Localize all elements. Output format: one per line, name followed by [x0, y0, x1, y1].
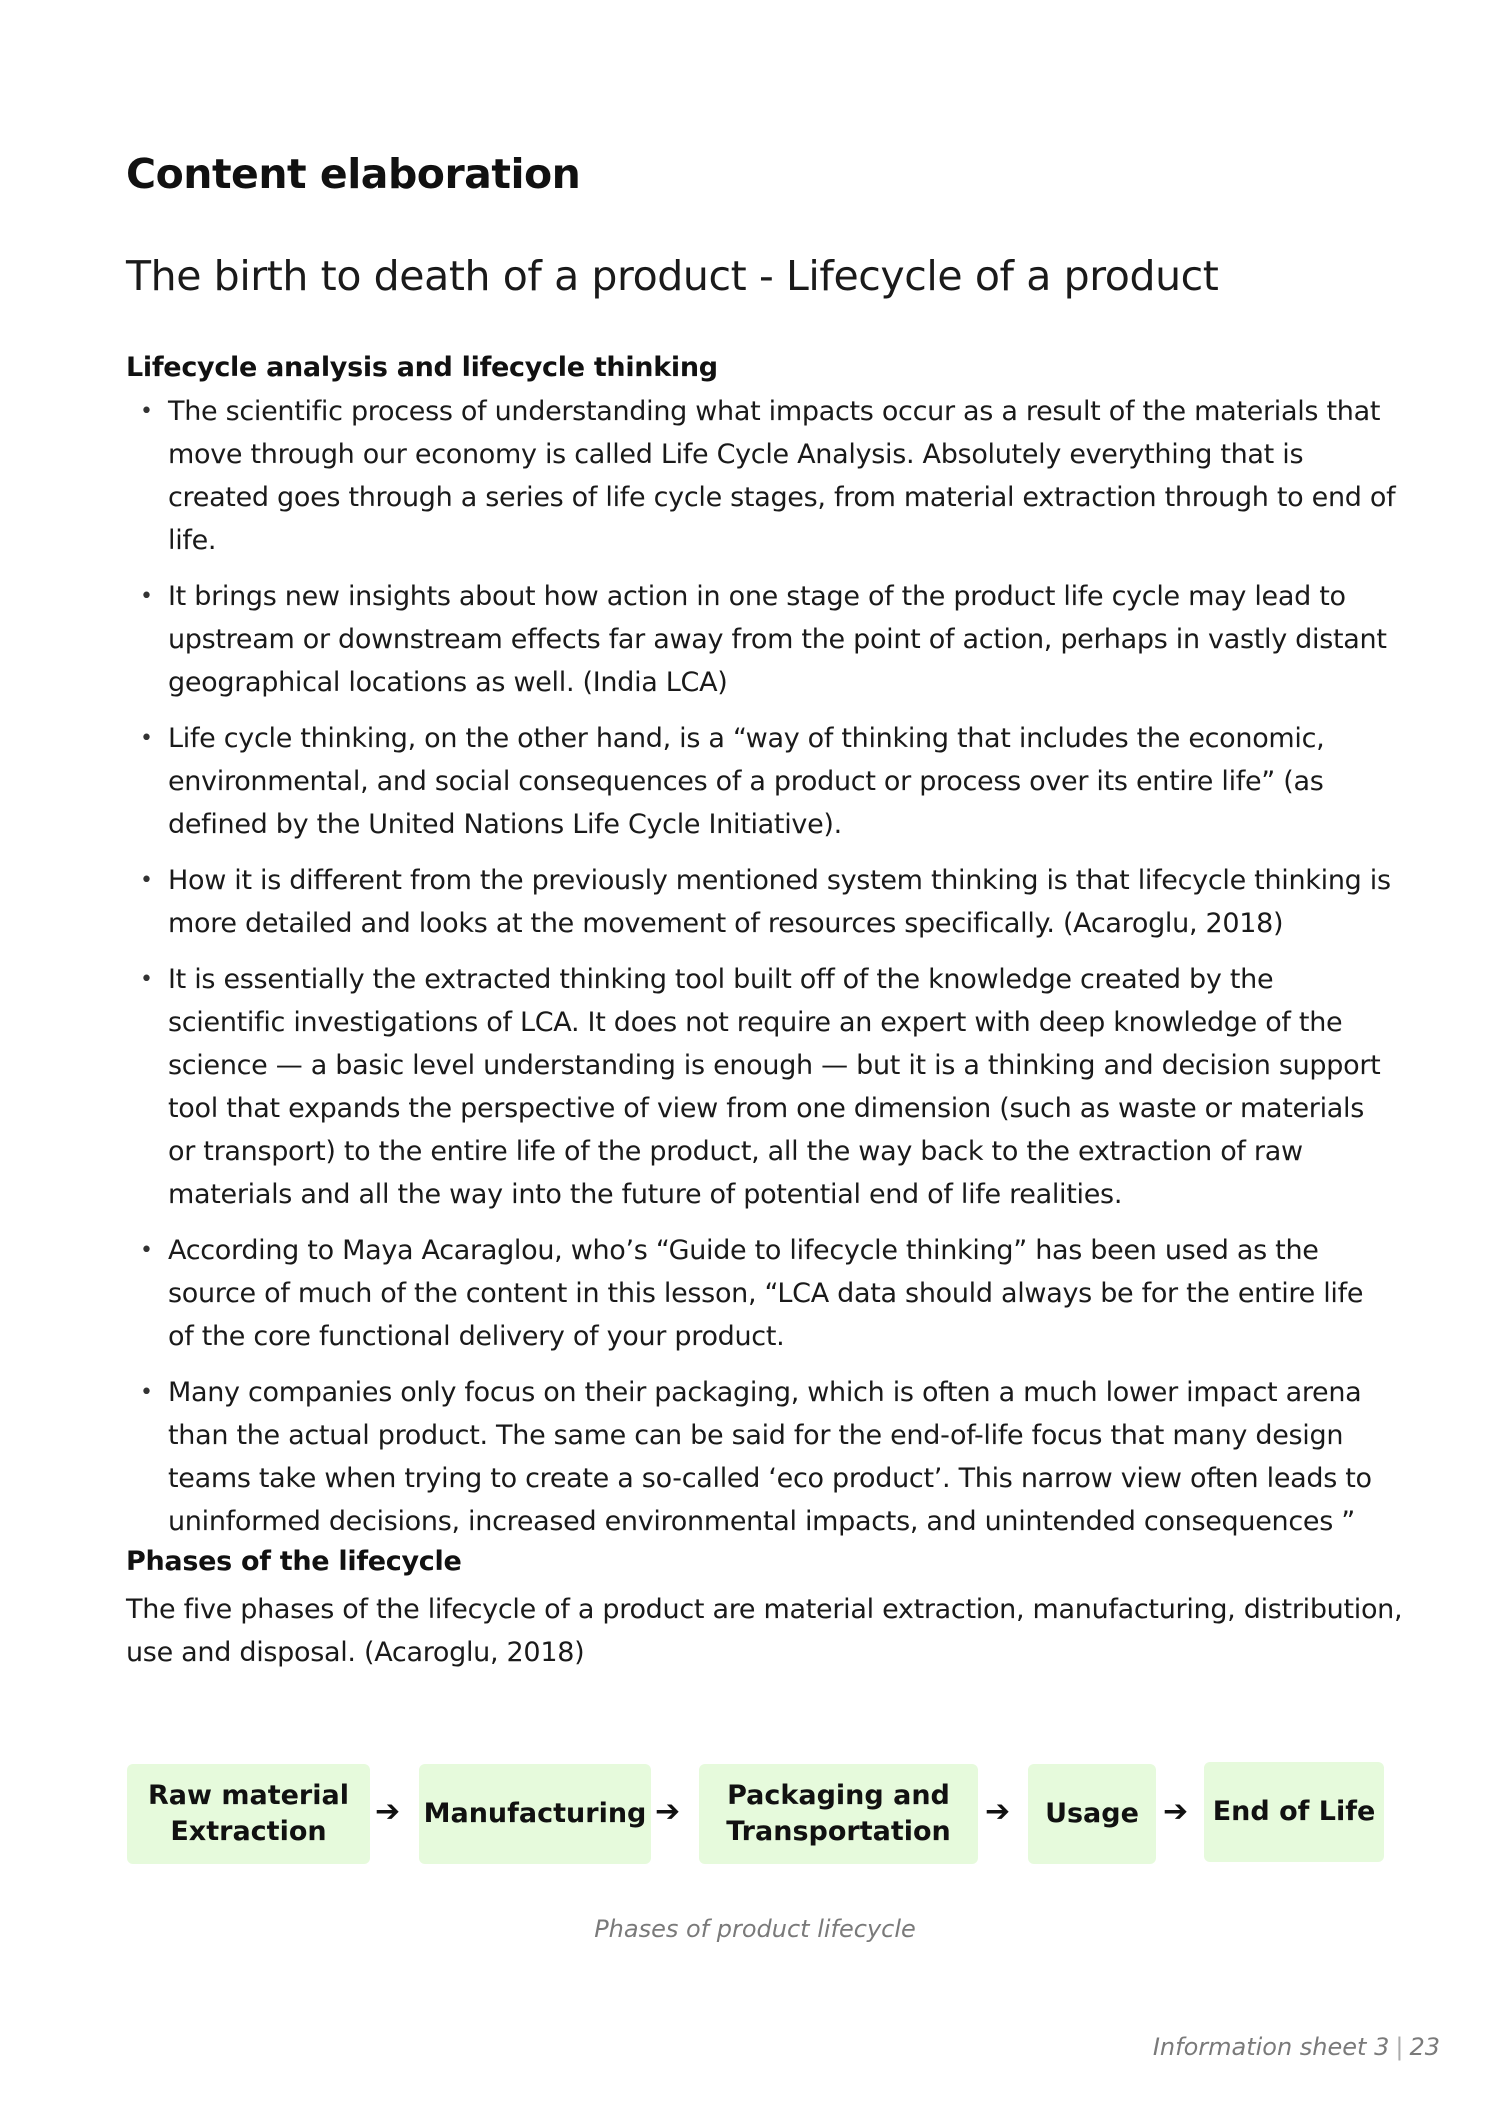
footer-label: Information sheet 3	[1152, 2033, 1390, 2061]
page-title: Content elaboration	[126, 150, 581, 198]
bullet-dot-icon: •	[140, 967, 153, 992]
bullet-dot-icon: •	[140, 1238, 153, 1263]
footer-separator: |	[1395, 2033, 1404, 2061]
bullet-item	[126, 1371, 1396, 1543]
phase-box-manufacturing	[419, 1764, 651, 1864]
bullet-dot-icon: •	[140, 868, 153, 893]
bullet-text: How it is different from the previously mentioned system thinking is that lifecycle thinking is more detailed and looks at the movement of resources specifically. (Acaroglu, 2018)	[168, 865, 1391, 939]
page-subtitle: The birth to death of a product - Lifecycle of a product	[126, 252, 1219, 300]
bullet-text: According to Maya Acaraglou, who’s “Guide to lifecycle thinking” has been used as the source of much of the content in this lesson, “LCA data should always be for the entire life of the core functional delivery of your product.	[168, 1235, 1364, 1352]
phase-label-line2: Extraction	[170, 1816, 327, 1847]
phase-box-usage	[1028, 1764, 1156, 1864]
bullet-dot-icon: •	[140, 584, 153, 609]
phase-box-raw-material-extraction	[127, 1764, 370, 1864]
phase-box-packaging-transportation	[699, 1764, 978, 1864]
section-heading-lifecycle-analysis: Lifecycle analysis and lifecycle thinking	[126, 352, 718, 383]
arrow-right-icon: ➔	[985, 1794, 1011, 1829]
page-footer	[1153, 2033, 1440, 2061]
bullet-item	[126, 717, 1396, 846]
arrow-right-icon: ➔	[1163, 1794, 1189, 1829]
bullet-dot-icon: •	[140, 726, 153, 751]
bullet-item	[126, 958, 1396, 1216]
bullet-text: It is essentially the extracted thinking tool built off of the knowledge created by the scientific investigations of LCA. It does not require an expert with deep knowledge of the science — a basic level understanding is enough — but it is a thinking and decision support tool that expands the perspective of view from one dimension (such as waste or materials or transport) to the entire life of the product, all the way back to the extraction of raw materials and all the way into the future of potential end of life realities.	[168, 964, 1381, 1210]
bullet-item	[126, 390, 1396, 562]
bullet-text: Many companies only focus on their packaging, which is often a much lower impact arena than the actual product. The same can be said for the end-of-life focus that many design teams take when trying to create a so-called ‘eco product’. This narrow view often leads to uninformed decisions, increased environmental impacts, and unintended consequences ”	[168, 1377, 1372, 1537]
phase-label: Manufacturing	[423, 1798, 647, 1829]
phase-label: End of Life	[1212, 1796, 1376, 1827]
diagram-caption: Phases of product lifecycle	[594, 1915, 916, 1943]
phase-label-line1: Raw material	[148, 1780, 349, 1811]
bullet-text: The scientific process of understanding what impacts occur as a result of the materials that move through our economy is called Life Cycle Analysis. Absolutely everything that is created goes through a series of life cycle stages, from material extraction through to end of life.	[168, 396, 1396, 556]
bullet-item	[126, 1229, 1396, 1358]
bullet-dot-icon: •	[140, 1380, 153, 1405]
phase-box-end-of-life	[1204, 1762, 1384, 1862]
arrow-right-icon: ➔	[655, 1794, 681, 1829]
phase-label-line1: Packaging and	[727, 1780, 950, 1811]
page-number: 23	[1409, 2033, 1440, 2061]
arrow-right-icon: ➔	[375, 1794, 401, 1829]
phase-label: Usage	[1045, 1798, 1139, 1829]
bullet-item	[126, 859, 1396, 945]
bullet-item	[126, 575, 1396, 704]
section-heading-phases: Phases of the lifecycle	[126, 1546, 462, 1577]
lifecycle-bullet-list	[126, 390, 1396, 1556]
bullet-text: It brings new insights about how action in one stage of the product life cycle may lead to upstream or downstream effects far away from the point of action, perhaps in vastly distant geographical locations as well. (India LCA)	[168, 581, 1387, 698]
bullet-text: Life cycle thinking, on the other hand, is a “way of thinking that includes the economic, environmental, and social consequences of a product or process over its entire life” (as defined by the United Nations Life Cycle Initiative).	[168, 723, 1325, 840]
phase-label-line2: Transportation	[726, 1816, 951, 1847]
bullet-dot-icon: •	[140, 399, 153, 424]
phases-description: The five phases of the lifecycle of a product are material extraction, manufacturing, distribution, use and disposal. (Acaroglu, 2018)	[126, 1594, 1403, 1668]
